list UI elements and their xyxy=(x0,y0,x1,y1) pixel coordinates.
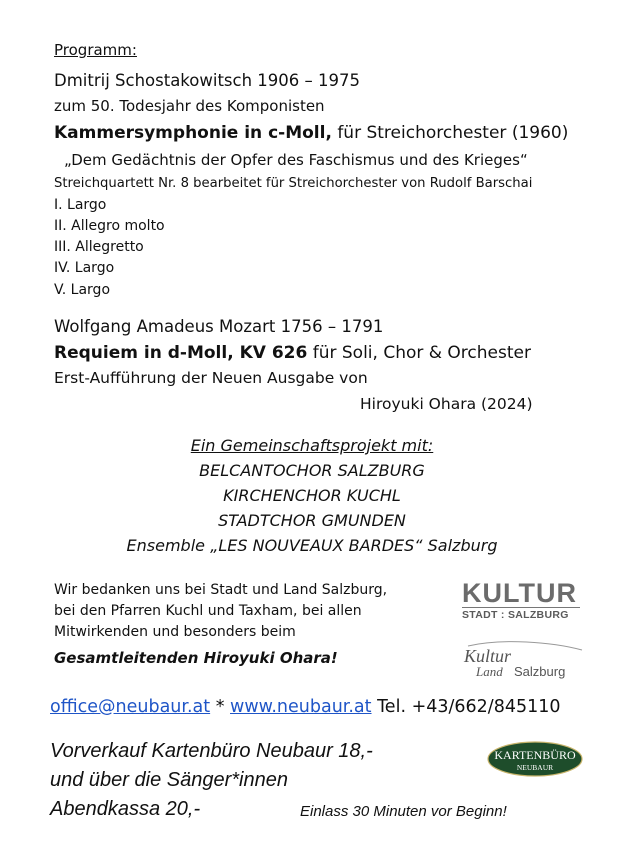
mozart-work-suffix: für Soli, Chor & Orchester xyxy=(307,343,531,363)
thanks-line: Wir bedanken uns bei Stadt und Land Salzburg, xyxy=(54,582,388,598)
entry-note: Einlass 30 Minuten vor Beginn! xyxy=(300,803,507,820)
contact-separator: * xyxy=(210,697,231,717)
kultur-land-word2: Land xyxy=(476,664,503,679)
mozart-premiere: Erst-Aufführung der Neuen Ausgabe von xyxy=(54,369,368,387)
kultur-land-logo-graphic xyxy=(462,640,586,680)
kultur-stadt-salzburg-logo xyxy=(462,580,580,620)
shostakovich-anniversary: zum 50. Todesjahr des Komponisten xyxy=(54,97,325,115)
kultur-logo-subtitle: STADT : SALZBURG xyxy=(462,607,580,621)
neubaur-word: NEUBAUR xyxy=(516,763,554,772)
shostakovich-work xyxy=(54,124,568,144)
programm-heading: Programm: xyxy=(54,41,137,59)
kultur-land-word3: Salzburg xyxy=(514,664,566,679)
choir-item: Ensemble „LES NOUVEAUX BARDES“ Salzburg xyxy=(126,536,498,555)
shostakovich-work-suffix: für Streichorchester (1960) xyxy=(331,123,569,143)
choir-item: KIRCHENCHOR KUCHL xyxy=(223,486,401,505)
mozart-editor: Hiroyuki Ohara (2024) xyxy=(360,395,533,413)
mozart-work-title: Requiem in d-Moll, KV 626 xyxy=(54,343,308,363)
thanks-line: bei den Pfarren Kuchl und Taxham, bei allen xyxy=(54,603,362,619)
kartenbuero-logo-graphic xyxy=(487,741,583,777)
movement-item: I. Largo xyxy=(54,197,107,213)
thanks-block xyxy=(54,580,387,643)
collaboration-block xyxy=(0,433,624,558)
mozart-work xyxy=(54,344,531,364)
kultur-land-salzburg-logo xyxy=(462,640,586,680)
movement-item: II. Allegro molto xyxy=(54,218,165,234)
kartenbuero-word: KARTENBÜRO xyxy=(494,748,576,762)
choir-item: BELCANTOCHOR SALZBURG xyxy=(199,461,425,480)
kartenbuero-logo xyxy=(487,741,583,777)
collaboration-heading: Ein Gemeinschaftsprojekt mit: xyxy=(190,436,434,455)
movement-item: III. Allegretto xyxy=(54,239,144,255)
shostakovich-composer: Dmitrij Schostakowitsch 1906 – 1975 xyxy=(54,71,361,90)
email-link[interactable]: office@neubaur.at xyxy=(50,697,211,717)
movement-item: V. Largo xyxy=(54,282,111,298)
shostakovich-dedication: „Dem Gedächtnis der Opfer des Faschismus und des Krieges“ xyxy=(64,151,528,169)
website-link[interactable]: www.neubaur.at xyxy=(230,697,372,717)
thanks-line: Mitwirkenden und besonders beim xyxy=(54,624,296,640)
mozart-composer: Wolfgang Amadeus Mozart 1756 – 1791 xyxy=(54,317,384,336)
shostakovich-arrangement: Streichquartett Nr. 8 bearbeitet für Streichorchester von Rudolf Barschai xyxy=(54,176,533,191)
contact-line xyxy=(50,697,561,717)
thanks-emphasis: Gesamtleitenden Hiroyuki Ohara! xyxy=(54,649,338,667)
movement-item: IV. Largo xyxy=(54,260,115,276)
ticket-box-office: Abendkassa 20,- xyxy=(50,798,201,820)
ticket-singers: und über die Sänger*innen xyxy=(50,769,288,791)
kultur-logo-wordmark: KULTUR xyxy=(462,578,577,608)
kultur-land-word1: Kultur xyxy=(464,646,512,666)
choir-item: STADTCHOR GMUNDEN xyxy=(218,511,406,530)
phone-number: Tel. +43/662/845110 xyxy=(371,697,561,717)
ticket-presale: Vorverkauf Kartenbüro Neubaur 18,- xyxy=(50,740,373,762)
shostakovich-work-title: Kammersymphonie in c-Moll, xyxy=(54,123,332,143)
